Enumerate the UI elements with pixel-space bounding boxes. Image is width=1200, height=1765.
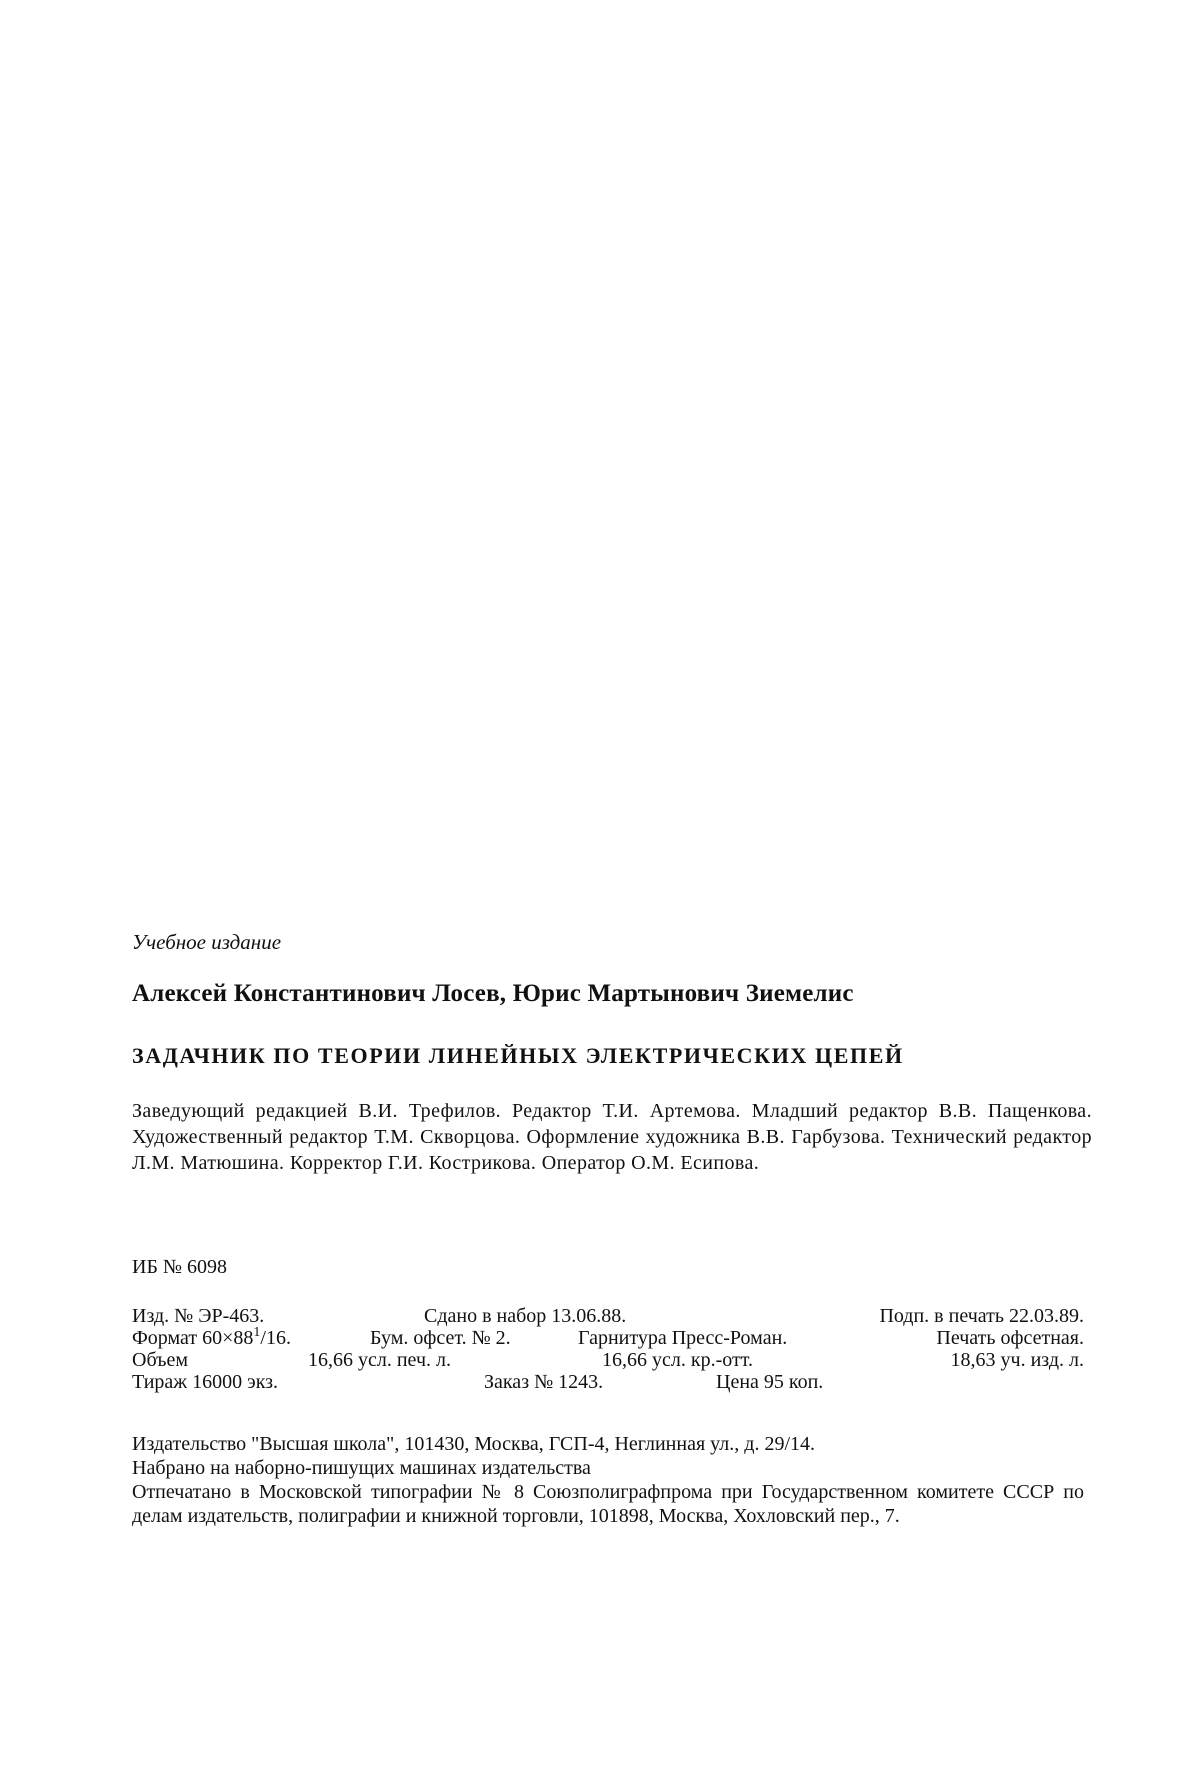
izd-number: Изд. № ЭР-463. — [132, 1305, 265, 1327]
usl-pech-l: 16,66 усл. печ. л. — [308, 1349, 451, 1371]
sdano-date: Сдано в набор 13.06.88. — [424, 1305, 627, 1327]
price: Цена 95 коп. — [716, 1371, 824, 1393]
print-method: Печать офсетная. — [936, 1327, 1084, 1349]
print-run: Тираж 16000 экз. — [132, 1371, 279, 1393]
typeface: Гарнитура Пресс-Роман. — [578, 1327, 788, 1349]
edition-type: Учебное издание — [132, 930, 282, 954]
podp-date: Подп. в печать 22.03.89. — [879, 1305, 1084, 1327]
editorial-staff: Заведующий редакцией В.И. Трефилов. Редактор Т.И. Артемова. Младший редактор В.В. Пащенкова. Художественный редактор Т.М. Скворцова. Оформление художника В.В. Гарбузова. Технический редактор Л.М. Матюшина. Корректор Г.И. Кострикова. Оператор О.М. Есипова. — [132, 1100, 1092, 1174]
order-number: Заказ № 1243. — [484, 1371, 604, 1393]
printing-house: Отпечатано в Московской типографии № 8 Союзполиграфпрома при Государственном комитете СССР по делам издательств, полиграфии и книжной торговли, 101898, Москва, Хохловский пер., 7. — [132, 1481, 1084, 1527]
volume-label: Объем — [132, 1349, 188, 1371]
uch-izd-l: 18,63 уч. изд. л. — [950, 1349, 1084, 1371]
imprint-details — [132, 1305, 1084, 1393]
usl-kr-ott: 16,66 усл. кр.-отт. — [602, 1349, 753, 1371]
format — [132, 1327, 291, 1349]
paper: Бум. офсет. № 2. — [370, 1327, 511, 1349]
imprint-row — [132, 1371, 1084, 1393]
imprint-row — [132, 1349, 1084, 1371]
typeset-note: Набрано на наборно-пишущих машинах издательства — [132, 1457, 591, 1479]
authors: Алексей Константинович Лосев, Юрис Мартынович Зиемелис — [132, 980, 854, 1007]
ib-number: ИБ № 6098 — [132, 1256, 228, 1278]
publisher-info — [132, 1432, 1092, 1528]
publisher-address: Издательство "Высшая школа", 101430, Москва, ГСП-4, Неглинная ул., д. 29/14. — [132, 1433, 815, 1455]
imprint-row — [132, 1327, 1084, 1349]
format-suffix: /16. — [260, 1327, 291, 1349]
format-superscript: 1 — [253, 1325, 261, 1341]
book-title: ЗАДАЧНИК ПО ТЕОРИИ ЛИНЕЙНЫХ ЭЛЕКТРИЧЕСКИХ ЦЕПЕЙ — [132, 1043, 904, 1068]
format-prefix: Формат 60×88 — [132, 1327, 254, 1349]
imprint-row — [132, 1305, 1084, 1327]
